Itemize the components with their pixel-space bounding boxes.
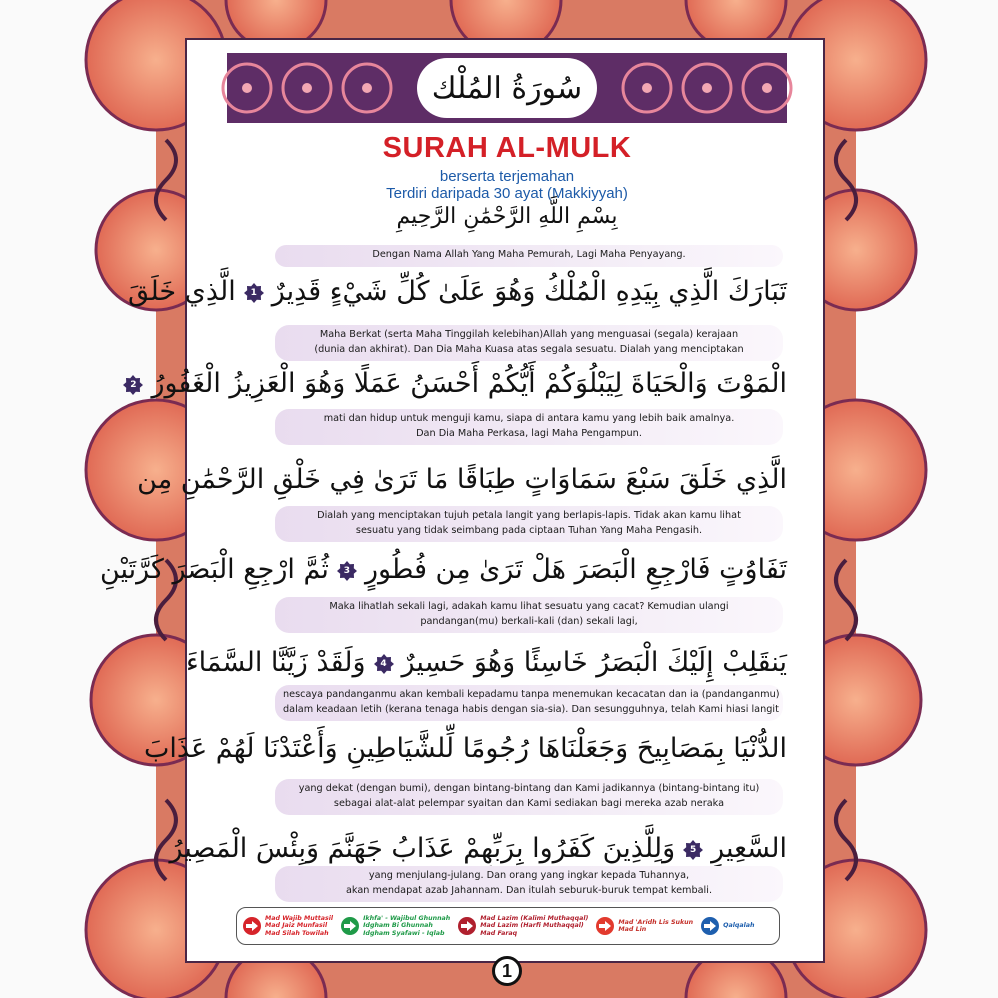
content-page [99, 38, 825, 963]
ayah-number-badge: 5 [683, 840, 703, 860]
translation-line: dalam keadaan letih (kerana tenaga habis dengan sia-sia). Dan sesungguhnya, telah Kami hiasi langit [283, 704, 779, 715]
verse-line [99, 544, 787, 596]
tajwid-legend [236, 907, 780, 945]
translation-line: sebagai alat-alat pelempar syaitan dan Kami sediakan bagi mereka azab neraka [333, 798, 725, 809]
arrow-right-icon [458, 917, 476, 935]
legend-item: Mad Wajib Muttasil Mad Jaiz Munfasil Mad Silah Towilah [243, 915, 333, 938]
subtitle: berserta terjemahan [439, 168, 575, 185]
legend-item: Mad Lazim (Kalimi Muthaqqal) Mad Lazim (Harfi Muthaqqal) Mad Faraq [458, 915, 588, 938]
arabic-surah-title: سُورَةُ المُلْك [420, 61, 594, 115]
translation-line: Dan Dia Maha Perkasa, lagi Maha Pengampun. [416, 428, 642, 439]
translation-line: mati dan hidup untuk menguji kamu, siapa di antara kamu yang lebih baik amalnya. [323, 413, 735, 424]
translation-line: akan mendapat azab Jahannam. Dan itulah seburuk-buruk tempat kembali. [345, 885, 713, 896]
translation-box [275, 779, 783, 815]
page-number: 1 [492, 956, 522, 986]
arabic-text: السَّعِيرِ [711, 833, 787, 864]
ayah-number-badge: 3 [337, 561, 357, 581]
ayah-number-badge: 4 [374, 654, 394, 674]
verse-line [144, 723, 787, 775]
ayah-number-badge: 1 [244, 283, 264, 303]
arrow-right-icon [243, 917, 261, 935]
translation-box [275, 245, 783, 267]
arabic-text: يَنقَلِبْ إِلَيْكَ الْبَصَرُ خَاسِئًا وَهُوَ حَسِيرٌ [401, 647, 787, 678]
verse-line [185, 637, 787, 689]
verse-line [127, 266, 787, 318]
translation-box [275, 685, 783, 721]
translation-line: Maka lihatlah sekali lagi, adakah kamu lihat sesuatu yang cacat? Kemudian ulangi [329, 601, 729, 612]
arabic-text: ثُمَّ ارْجِعِ الْبَصَرَ كَرَّتَيْنِ [99, 554, 329, 585]
arabic-text: الْمَوْتَ وَالْحَيَاةَ لِيَبْلُوَكُمْ أَيُّكُمْ أَحْسَنُ عَمَلًا وَهُوَ الْعَزِيزُ الْغَفُورُ [151, 368, 787, 399]
arabic-text: الدُّنْيَا بِمَصَابِيحَ وَجَعَلْنَاهَا رُجُومًا لِّلشَّيَاطِينِ وَأَعْتَدْنَا لَهُمْ عَذَابَ [144, 733, 787, 764]
translation-line: yang menjulang-julang. Dan orang yang ingkar kepada Tuhannya, [368, 870, 690, 881]
translation-line: sesuatu yang tidak seimbang pada ciptaan Tuhan Yang Maha Pengasih. [355, 525, 703, 536]
title-banner [227, 53, 787, 123]
verse-line [130, 358, 787, 410]
translation-box [275, 597, 783, 633]
legend-item: Ikhfa' - Wajibul Ghunnah Idgham Bi Ghunnah Idgham Syafawi - Iqlab [341, 915, 450, 938]
arrow-right-icon [596, 917, 614, 935]
legend-item: Mad 'Aridh Lis Sukun Mad Lin [596, 917, 693, 935]
arrow-right-icon [701, 917, 719, 935]
verse-line [137, 454, 787, 506]
arabic-text: الَّذِي خَلَقَ سَبْعَ سَمَاوَاتٍ طِبَاقًا مَا تَرَىٰ فِي خَلْقِ الرَّحْمَٰنِ مِن [137, 464, 787, 495]
page-title: SURAH AL-MULK [382, 132, 632, 164]
arabic-text: وَلَقَدْ زَيَّنَّا السَّمَاءَ [185, 647, 366, 678]
surah-info: Terdiri daripada 30 ayat (Makkiyyah) [386, 185, 628, 202]
translation-box [275, 506, 783, 542]
translation-line: (dunia dan akhirat). Dan Dia Maha Kuasa atas segala sesuatu. Dialah yang menciptakan [314, 344, 744, 355]
translation-line: Maha Berkat (serta Maha Tinggilah kelebihan)Allah yang menguasai (segala) kerajaan [319, 329, 739, 340]
translation-line: Dialah yang menciptakan tujuh petala langit yang berlapis-lapis. Tidak akan kamu lihat [317, 510, 741, 521]
translation-box [275, 325, 783, 361]
basmalah: بِسْمِ اللَّهِ الرَّحْمَٰنِ الرَّحِيمِ [396, 204, 618, 229]
arrow-right-icon [341, 917, 359, 935]
translation-line: yang dekat (dengan bumi), dengan bintang-bintang dan Kami jadikannya (bintang-bintang itu) [298, 783, 760, 794]
arabic-text: تَبَارَكَ الَّذِي بِيَدِهِ الْمُلْكُ وَهُوَ عَلَىٰ كُلِّ شَيْءٍ قَدِيرٌ [271, 276, 787, 307]
ayah-number-badge: 2 [123, 375, 143, 395]
arabic-text: تَفَاوُتٍ فَارْجِعِ الْبَصَرَ هَلْ تَرَىٰ مِن فُطُورٍ [364, 554, 787, 585]
poster-background [99, 0, 856, 998]
legend-item: Qalqalah [701, 917, 754, 935]
arabic-text: الَّذِي خَلَقَ [127, 276, 236, 307]
translation-line: nescaya pandanganmu akan kembali kepadamu tanpa menemukan kecacatan dan ia (pandanganmu) [283, 689, 780, 700]
translation-box [275, 866, 783, 902]
arabic-text: وَلِلَّذِينَ كَفَرُوا بِرَبِّهِمْ عَذَابُ جَهَنَّمَ وَبِئْسَ الْمَصِيرُ [169, 833, 676, 864]
translation-line: pandangan(mu) berkali-kali (dan) sekali lagi, [420, 616, 638, 627]
translation-line: Dengan Nama Allah Yang Maha Pemurah, Lagi Maha Penyayang. [372, 249, 686, 260]
translation-box [275, 409, 783, 445]
